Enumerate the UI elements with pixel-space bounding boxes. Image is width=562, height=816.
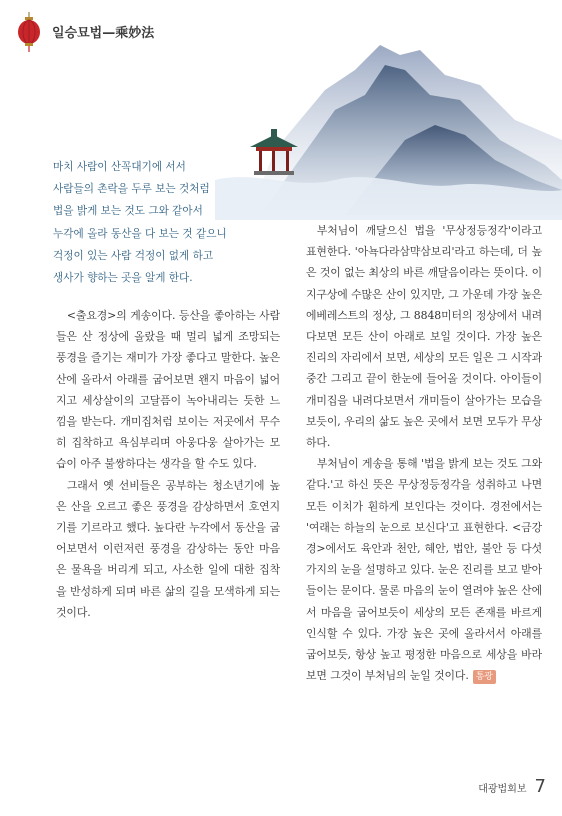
verse-line: 걱정이 있는 사람 걱정이 없게 하고 bbox=[53, 249, 214, 262]
publication-name: 대광법회보 bbox=[478, 784, 527, 795]
verse-line: 생사가 향하는 곳을 알게 한다. bbox=[53, 272, 193, 285]
section-title: 일승묘법—乘妙法 bbox=[52, 26, 155, 41]
verse-line: 사람들의 촌락을 두루 보는 것처럼 bbox=[53, 183, 210, 196]
body-column-left bbox=[56, 305, 280, 623]
body-paragraph-text: 부처님이 게송을 통해 '법을 밝게 보는 것도 그와 같다.'고 하신 뜻은 무상정등정각을 성취하고 나면 모든 이치가 훤하게 보인다는 것이다. 경전에서는 '여래는 하늘의 눈으로 보신다'고 표현한다. <금강경>에서도 육안과 천안, 혜안, 법안, 불안 등 다섯 가지의 눈을 설명하고 있다. 눈은 진리를 보고 받아들이는 문이다. 물론 마음의 눈이 열려야 높은 산에서 마음을 굽어보듯이 세상의 모든 존재를 바르게 인식할 수 있다. 가장 높은 곳에 올라서서 아래를 굽어보듯, 항상 높고 평정한 마음으로 세상을 바라보면 그것이 부처님의 눈일 것이다. bbox=[306, 457, 542, 683]
body-paragraph: 부처님이 깨달으신 법을 '무상정등정각'이라고 표현한다. '아뇩다라삼먁삼보리'라고 하는데, 더 높은 것이 없는 최상의 바른 깨달음이라는 뜻이다. 이 지구상에 수많은 산이 있지만, 그 가운데 가장 높은 에베레스트의 정상, 그 8848미터의 정상에서 내려다보면 모든 산이 아래로 보일 것이다. 가장 높은 진리의 자리에서 보면, 세상의 모든 일은 그 시작과 중간 그리고 끝이 한눈에 들어올 것이다. 아이들이 개미집을 내려다보면서 개미들이 살아가는 모습을 보듯이, 우리의 삶도 높은 곳에서 보면 모두가 무상하다. bbox=[306, 224, 542, 450]
page-footer bbox=[478, 776, 546, 797]
body-paragraph: 그래서 옛 선비들은 공부하는 청소년기에 높은 산을 오르고 좋은 풍경을 감상하면서 호연지기를 기르라고 했다. 높다란 누각에서 동산을 굽어보면서 이런저런 풍경을 감상하는 동안 마음은 물욕을 버리게 되고, 사소한 일에 대한 집착을 반성하게 되며 바른 삶의 길을 모색하게 되는 것이다. bbox=[56, 478, 280, 619]
lantern-icon bbox=[16, 12, 42, 52]
body-column-right bbox=[306, 220, 542, 686]
end-mark: 통광 bbox=[473, 670, 496, 684]
verse-line: 법을 밝게 보는 것도 그와 같아서 bbox=[53, 205, 203, 218]
page-number: 7 bbox=[534, 776, 546, 797]
mountain-landscape-illustration bbox=[215, 30, 562, 220]
body-paragraph bbox=[306, 453, 542, 686]
body-paragraph: <출요경>의 게송이다. 등산을 좋아하는 사람들은 산 정상에 올랐을 때 멀리 넓게 조망되는 풍경을 즐기는 재미가 가장 좋다고 말한다. 높은 산에 올라서 아래를 굽어보면 왠지 마음이 넓어지고 세상살이의 고달픔이 녹아내리는 듯한 느낌을 받는다. 개미집처럼 보이는 저곳에서 무수히 집착하고 욕심부리며 아웅다웅 살아가는 모습이 아주 불쌍하다는 생각을 할 수도 있다. bbox=[56, 309, 280, 471]
verse-line: 마치 사람이 산꼭대기에 서서 bbox=[53, 161, 186, 173]
verse-block bbox=[53, 156, 243, 289]
verse-line: 누각에 올라 동산을 다 보는 것 같으니 bbox=[53, 227, 227, 240]
